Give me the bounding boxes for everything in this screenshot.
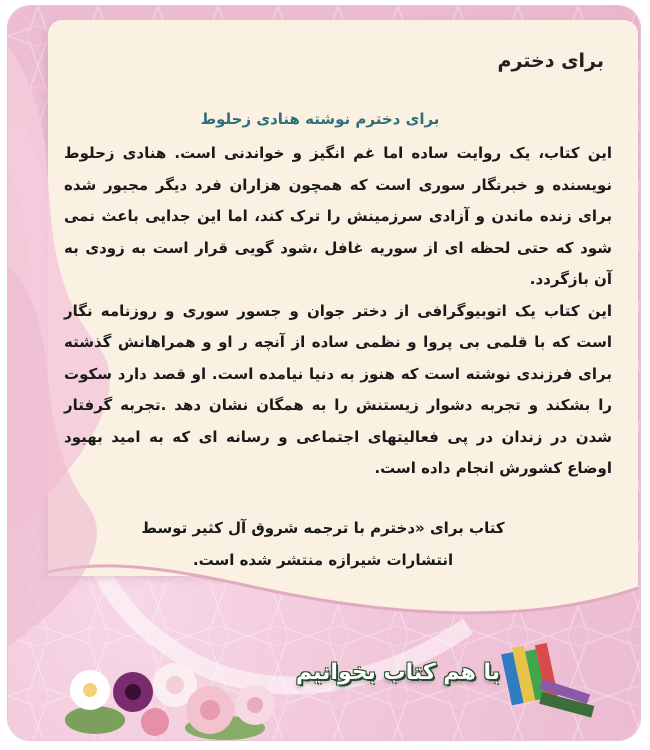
publication-note — [40, 512, 606, 576]
books-icon — [500, 635, 600, 720]
post-subtitle: برای دخترم نوشته هنادی زحلوط — [200, 110, 440, 128]
body-paragraph: این کتاب، یک روایت ساده اما غم انگیز و خواندنی است. هنادی زحلوط نویسنده و خبرنگار سوری است که همچون هزاران فرد دیگر مجبور شده برای زنده ماندن و آزادی سرزمینش را ترک کند، اما این جدایی باعث نمی شود که حتی لحظه ای از سوریه غافل ،شود گویی قرار است به زودی به آن بازگردد. — [64, 144, 612, 288]
closing-line: انتشارات شیرازه منتشر شده است. — [192, 551, 454, 569]
body-paragraph: این کتاب یک اتوبیوگرافی از دختر جوان و جسور سوری و روزنامه نگار است که با قلمی بی پروا و نظمی ساده از آنچه ر او و همراهانش گذشته برای فرزندی نوشته است که هنوز به دنیا نیامده است. او قصد دارد سکوت را بشکند و تجربه دشوار زیستنش را به همگان نشان دهد .تجربه گرفتار شدن در زندان در پی فعالیتهای اجتماعی و رسانه ای که به امید بهبود اوضاع کشورش انجام داده است. — [64, 301, 612, 477]
flower-bouquet-icon — [55, 650, 295, 745]
closing-line: کتاب برای «دخترم با ترجمه شروق آل کثیر توسط — [141, 519, 505, 537]
brand-slogan: با هم کتاب بخوانیم — [295, 660, 500, 685]
post-body — [64, 138, 612, 485]
post-title: برای دخترم — [497, 50, 604, 72]
